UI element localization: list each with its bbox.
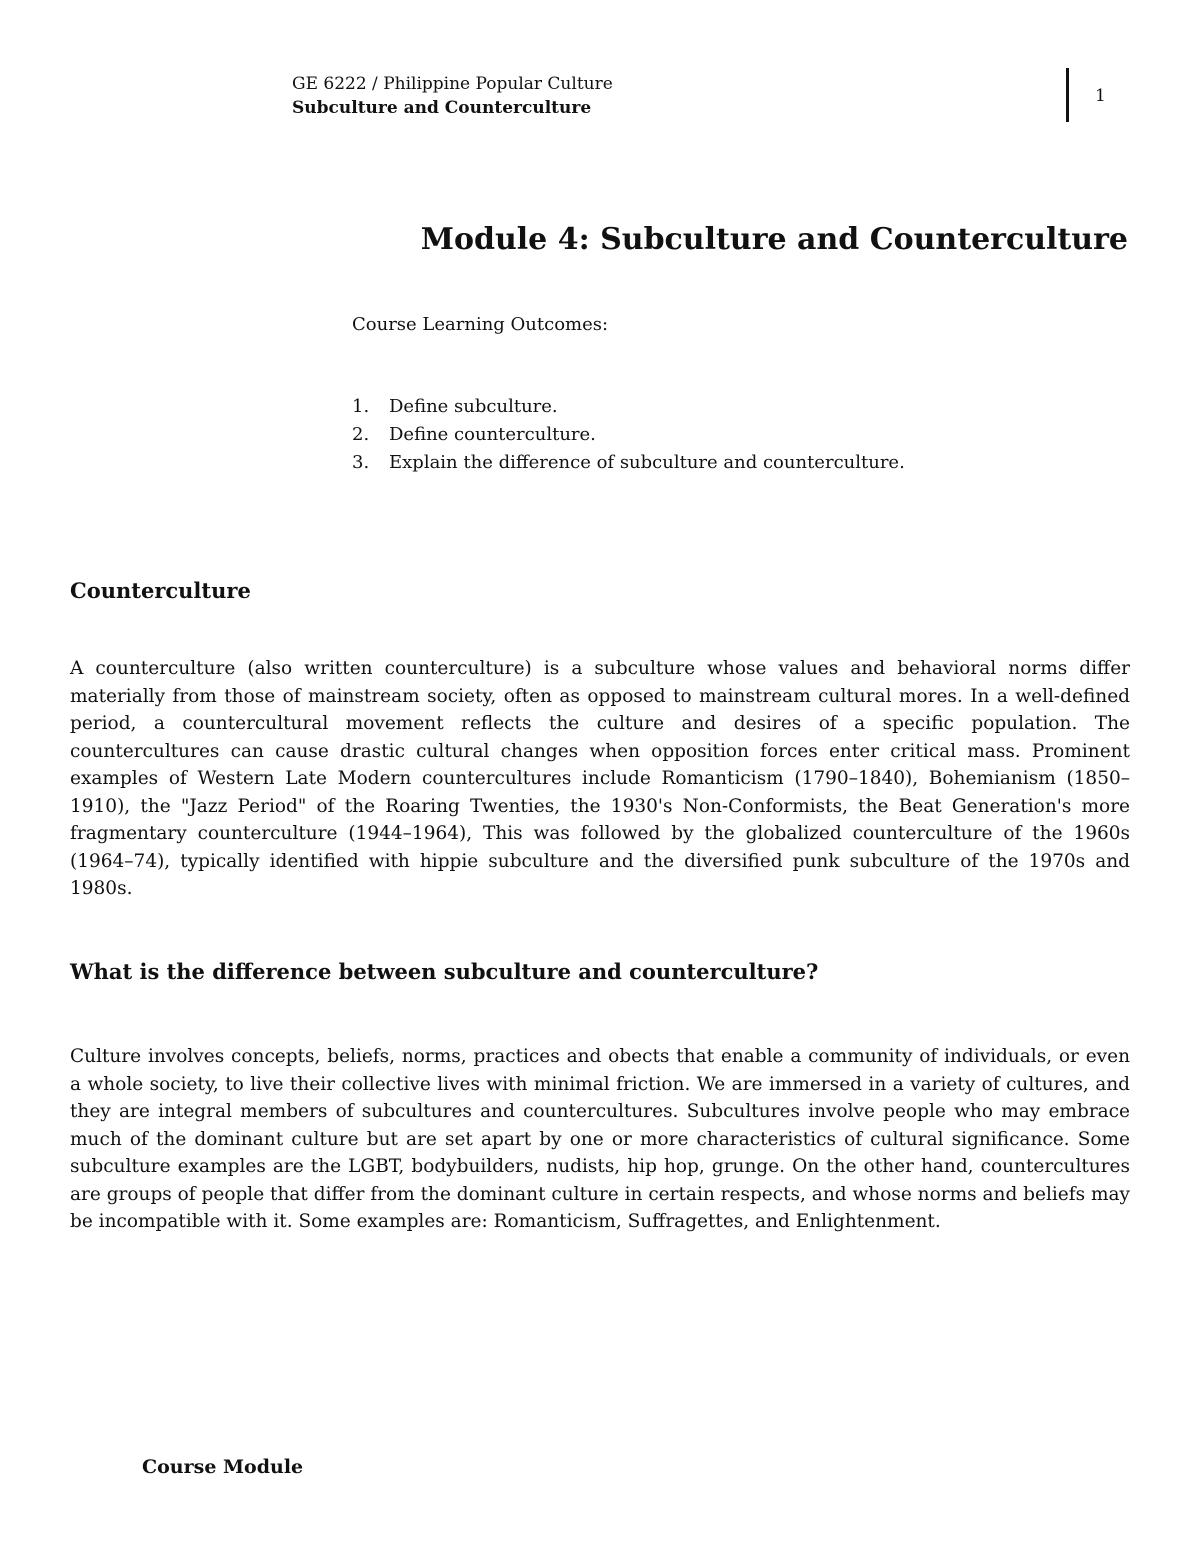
outcome-text: Define subculture.: [389, 396, 558, 417]
outcomes-list: [352, 393, 905, 477]
outcome-number: 3.: [352, 452, 370, 473]
outcome-item: [352, 393, 905, 421]
difference-heading: What is the difference between subculture and counterculture?: [70, 959, 819, 984]
page-number: 1: [1095, 86, 1106, 106]
counterculture-paragraph: A counterculture (also written counterculture) is a subculture whose values and behavioral norms differ materially from those of mainstream society, often as opposed to mainstream cultural mores. In a well-defined period, a countercultural movement reflects the culture and desires of a specific population. The countercultures can cause drastic cultural changes when opposition forces enter critical mass. Prominent examples of Western Late Modern countercultures include Romanticism (1790–1840), Bohemianism (1850–1910), the "Jazz Period" of the Roaring Twenties, the 1930's Non-Conformists, the Beat Generation's more fragmentary counterculture (1944–1964), This was followed by the globalized counterculture of the 1960s (1964–74), typically identified with hippie subculture and the diversified punk subculture of the 1970s and 1980s.: [70, 658, 1130, 899]
footer-label: Course Module: [142, 1456, 304, 1478]
outcome-number: 1.: [352, 396, 370, 417]
counterculture-heading: Counterculture: [70, 578, 251, 603]
header-topic: Subculture and Counterculture: [292, 98, 592, 118]
difference-paragraph: Culture involves concepts, beliefs, norms, practices and obects that enable a community of individuals, or even a whole society, to live their collective lives with minimal friction. We are immersed in a variety of cultures, and they are integral members of subcultures and countercultures. Subcultures involve people who may embrace much of the dominant culture but are set apart by one or more characteristics of cultural significance. Some subculture examples are the LGBT, bodybuilders, nudists, hip hop, grunge. On the other hand, countercultures are groups of people that differ from the dominant culture in certain respects, and whose norms and beliefs may be incompatible with it. Some examples are: Romanticism, Suffragettes, and Enlightenment.: [70, 1046, 1130, 1232]
outcomes-label: Course Learning Outcomes:: [352, 314, 609, 335]
page-number-divider: [1066, 68, 1069, 122]
outcome-text: Define counterculture.: [389, 424, 596, 445]
outcome-number: 2.: [352, 424, 370, 445]
header-course: GE 6222 / Philippine Popular Culture: [292, 74, 613, 94]
outcome-item: [352, 449, 905, 477]
outcome-text: Explain the difference of subculture and counterculture.: [389, 452, 905, 473]
module-title: Module 4: Subculture and Counterculture: [420, 222, 1128, 257]
outcome-item: [352, 421, 905, 449]
page-header: [292, 72, 613, 120]
